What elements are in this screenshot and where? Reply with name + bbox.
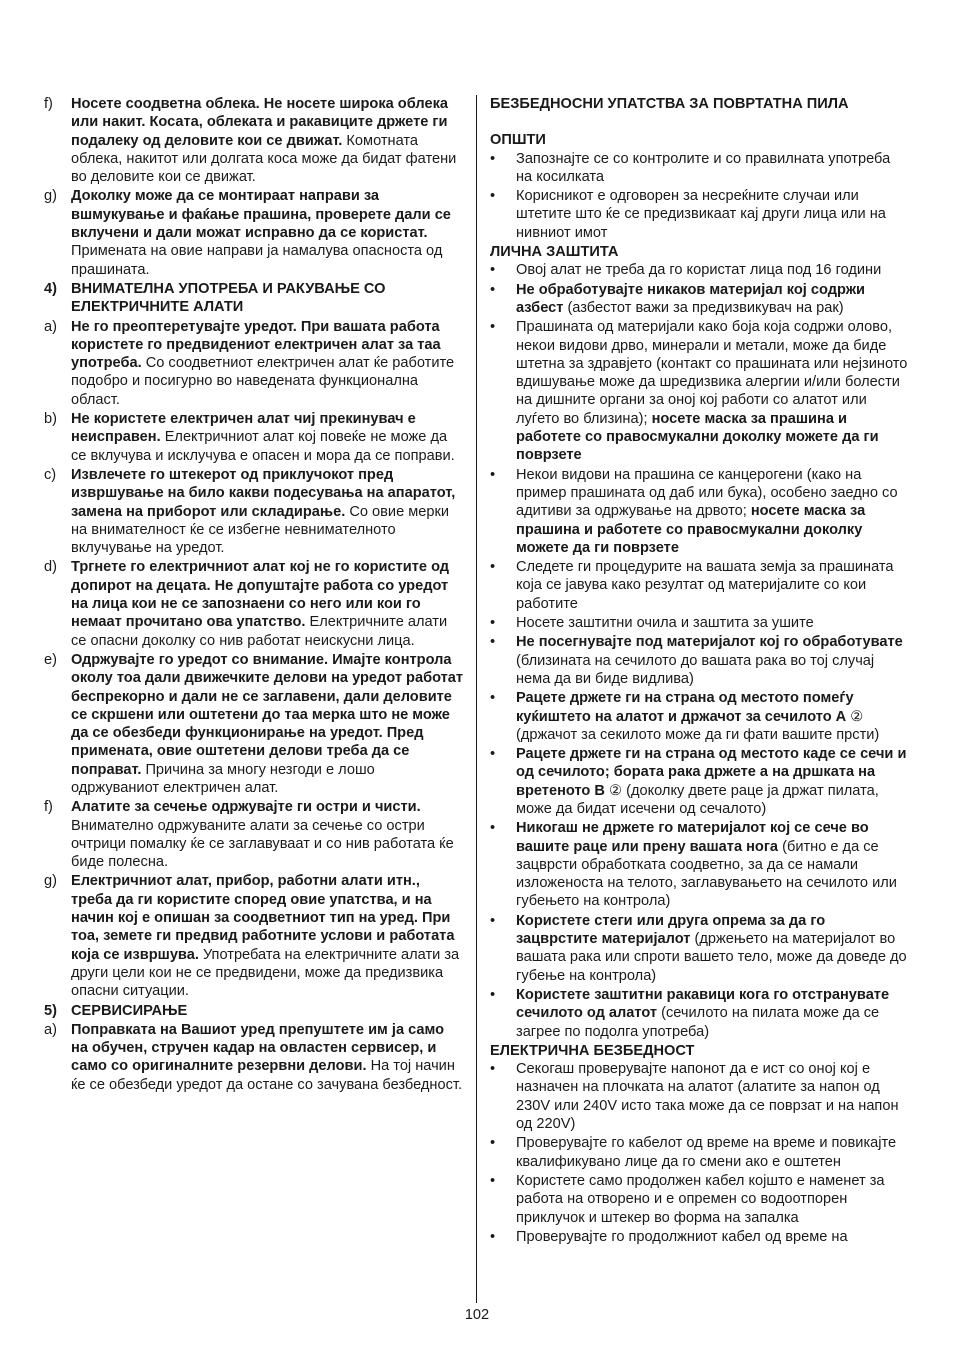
item-bold-text: Алатите за сечење одржувајте ги остри и чисти. (71, 799, 421, 816)
bullet-item (490, 986, 908, 1041)
item-marker: g) (44, 188, 57, 205)
item-text: Внимателно одржуваните алати за сечење со остри очтрици помалку ќе се заглавуваат и со нив работата ќе биде полесна. (71, 817, 454, 871)
bullet-text: (азбестот важи за предизвикувач на рак) (563, 299, 844, 316)
item-text: Со овие мерки на внимателност ќе се избегне невнимателното вклучување на уредот. (71, 503, 450, 557)
bullet-text: (држењето на материјалот во вашата рака или спроти вашето тело, може да доведе до губење на контрола) (516, 931, 907, 984)
item-text: Употребата на електричните алати за други цели кои не се предвидени, може да предизвика опасни ситуации. (71, 946, 460, 1000)
section-heading (44, 1002, 464, 1020)
bullet-icon: • (490, 466, 496, 483)
section-title: ВНИМАТЕЛНА УПОТРЕБА И РАКУВАЊЕ СО ЕЛЕКТРИЧНИТЕ АЛАТИ (71, 280, 386, 316)
bullet-text: ② (доколку двете раце ја држат пилата, може да бидат исечени од сечалото) (516, 782, 879, 817)
bullet-icon: • (490, 690, 496, 707)
bullet-icon: • (490, 634, 496, 651)
bullet-item (490, 745, 908, 818)
list-item (44, 187, 464, 278)
section-heading: ЕЛЕКТРИЧНА БЕЗБЕДНОСТ (490, 1042, 695, 1059)
item-bold-text: Тргнете го електричниот алат кој не го користите од допирот на децата. Не допуштајте работа со уредот на лица кои не се запознаени со него или кои го немаат прочитано ова упатство. (71, 559, 450, 631)
item-text: Причина за многу незгоди е лошо одржуваниот електричен алат. (71, 761, 375, 796)
bullet-text: ② (држачот за секилото може да ги фати вашите прсти) (516, 708, 880, 743)
item-text: Комотната облека, накитот или долгата коса може да бидат фатени во деловите кои се движат. (71, 132, 457, 186)
list-item (44, 798, 464, 871)
item-marker: f) (44, 96, 53, 112)
list-item (44, 651, 464, 797)
item-marker: c) (44, 466, 57, 483)
bullet-bold-text: Не обработувајте никаков материјал кој содржи азбест (516, 281, 866, 316)
bullet-item (490, 1060, 908, 1133)
bullet-item (490, 150, 908, 187)
bullet-item (490, 1172, 908, 1227)
bullet-bold-text: Користете стеги или друга опрема за да го зацврстите материјалот (516, 912, 826, 948)
list-item (44, 1021, 464, 1094)
bullet-item (490, 614, 908, 632)
bullet-text: Следете ги процедурите на вашата земја за прашината која се јавува како резултат од материјалите со кои работите (516, 559, 894, 612)
section-heading: ЛИЧНА ЗАШТИТА (490, 244, 619, 261)
item-text: На тој начин ќе се обезбеди уредот да остане со зачувана безбедност. (71, 1058, 463, 1093)
item-marker: a) (44, 318, 57, 335)
bullet-icon: • (490, 262, 496, 279)
bullet-bold-text: Рацете држете ги на страна од местото каде се сечи и од сечилото; бората рака држете а на дршката на вретеното B (516, 746, 907, 799)
item-bold-text: Одржувајте го уредот со внимание. Имајте контрола околу тоа дали движечките делови на уредот работат беспрекорно и дали не се заглавени, дали деловите се скршени или оштетени до таа мерка што не може да се обезбеди функционирање на уредот. Пред примената, овие оштетени делови треба да се поправат. (71, 651, 464, 778)
item-marker: e) (44, 651, 57, 668)
section-title: СЕРВИСИРАЊЕ (71, 1002, 188, 1019)
bullet-text: Користете само продолжен кабел којшто е наменет за работа на отворено и е опремен со водоотпорен приклучок и штекер во форма на запалка (516, 1172, 885, 1226)
bullet-item (490, 261, 908, 279)
bullet-icon: • (490, 1172, 496, 1189)
bullet-icon: • (490, 1228, 496, 1245)
bullet-icon: • (490, 150, 496, 167)
item-bold-text: Не го преоптеретувајте уредот. При вашата работа користете го предвидениот електричен алат за таа употреба. (71, 318, 441, 372)
bullet-icon: • (490, 986, 496, 1003)
bullet-text: Корисникот е одговорен за несреќните случаи или штетите што ќе се предизвикаат кај други лица или на нивниот имот (516, 188, 886, 241)
item-text: Електричниот алат кој повеќе не може да се вклучува и исклучува е опасен и мора да се поправи. (71, 429, 455, 464)
bullet-item (490, 187, 908, 242)
bullet-item (490, 1134, 908, 1171)
list-item (44, 410, 464, 465)
list-item (44, 95, 464, 186)
item-marker: a) (44, 1021, 57, 1038)
item-text: Примената на овие направи ја намалува опасноста од прашината. (71, 243, 443, 278)
bullet-bold-text: Рацете држете ги на страна од местото помеѓу куќиштето на алатот и држачот за сечилото A (516, 690, 854, 725)
bullet-icon: • (490, 746, 496, 763)
page-number: 102 (464, 1307, 490, 1323)
item-bold-text: Носете соодветна облека. Не носете широка облека или накит. Косата, облеката и ракавиците држете ги подалеку од деловите кои се движат. (71, 96, 448, 149)
bullet-text: (битно е да се зацврсти обработката соодветно, за да се намали изложеноста на телото, заглавувањето на сечилото или губењето на контрола) (516, 838, 897, 910)
bullet-bold-text: Користете заштитни ракавици кога го отстранувате сечилото од алатот (516, 986, 890, 1022)
bullet-text: Прашината од материјали како боја која содржи олово, некои видови дрво, минерали и метали, може да биде штетна за здравјето (контакт со прашината или нејзиното вдишување може да шредизвика алергии и/или болести на дишните органи за оној кој работи со алатот или луѓето во близина); (516, 319, 908, 427)
bullet-text: Секогаш проверувајте напонот да е ист со оној кој е назначен на плочката на алатот (алатите за напон од 230V или 240V исто така може да се поврзат и на напон од 220V) (516, 1061, 899, 1133)
right-column (490, 95, 908, 1247)
bullet-text: Проверувајте го кабелот од време на време и повикајте квалификувано лице да го смени ако е оштетен (516, 1135, 897, 1170)
item-bold-text: Извлечете го штекерот од приклучокот пред извршување на било какви подесувања на апаратот, замена на приборот или складирање. (71, 466, 456, 520)
item-marker: g) (44, 873, 57, 890)
list-item (44, 318, 464, 409)
bullet-item (490, 1228, 908, 1246)
page-title: БЕЗБЕДНОСНИ УПАТСТВА ЗА ПОВРТАТНА ПИЛА (490, 96, 849, 112)
bullet-text: Запознајте се со контролите и со правилната употреба на косилката (516, 150, 891, 185)
bullet-icon: • (490, 615, 496, 632)
bullet-bold-text: Никогаш не држете го материјалот кој се сече во вашите раце или прену вашата нога (516, 820, 869, 855)
bullet-icon: • (490, 820, 496, 837)
bullet-item (490, 689, 908, 744)
bullet-item (490, 633, 908, 688)
bullet-icon: • (490, 319, 496, 336)
section-number: 4) (44, 280, 57, 297)
bullet-text: (близината на сечилото до вашата рака во тој случај нема да ви биде видлива) (516, 652, 875, 687)
item-text: Електричните алати се опасни доколку со нив работат неискусни лица. (71, 614, 448, 649)
item-bold-text: Електричниот алат, прибор, работни алати итн., треба да ги користите според овие упатства, и на начин кој е опишан за соодветниот тип на уред. При тоа, земете ги предвид работните услови и работата која се извршува. (71, 873, 455, 963)
section-heading (44, 280, 464, 317)
bullet-item (490, 281, 908, 318)
bullet-icon: • (490, 188, 496, 205)
item-bold-text: Доколку може да се монтираат направи за вшмукување и фаќање прашина, проверете дали се вклучени и дали можат исправно да се користат. (71, 188, 451, 242)
item-bold-text: Поправката на Вашиот уред препуштете им ја само на обучен, стручен кадар на овластен сервисер, и само со оригиналните резервни делови. (71, 1021, 445, 1075)
bullet-bold-text: Не посегнувајте под материјалот кој го обработувате (516, 634, 903, 651)
bullet-item (490, 912, 908, 985)
bullet-text: (сечилото на пилата може да се загрее по подолга употреба) (516, 1005, 880, 1040)
bullet-icon: • (490, 559, 496, 576)
bullet-bold-text: носете маска за прашина и работете со правосмукални доколку можете да ги поврзете (516, 410, 879, 464)
item-text: Со соодветниот електричен алат ќе работите подобро и посигурно во наведената функционална област. (71, 355, 455, 408)
bullet-icon: • (490, 912, 496, 929)
list-item (44, 466, 464, 557)
section-heading: ОПШТИ (490, 132, 546, 149)
item-marker: b) (44, 411, 57, 428)
column-divider (476, 95, 477, 1303)
bullet-item (490, 819, 908, 910)
bullet-item (490, 466, 908, 557)
bullet-item (490, 318, 908, 464)
item-marker: f) (44, 799, 53, 816)
bullet-text: Носете заштитни очила и заштита за ушите (516, 615, 814, 632)
left-column (44, 95, 464, 1095)
list-item (44, 558, 464, 649)
bullet-icon: • (490, 281, 496, 298)
bullet-bold-text: носете маска за прашина и работете со правосмукални доколку можете да ги поврзете (516, 503, 866, 556)
bullet-icon: • (490, 1061, 496, 1078)
bullet-text: Некои видови на прашина се канцерогени (како на пример прашината од даб или бука), особено заедно со адитиви за одржување на дрвото; (516, 466, 898, 520)
bullet-text: Проверувајте го продолжниот кабел од време на (516, 1228, 848, 1245)
section-number: 5) (44, 1002, 57, 1019)
list-item (44, 872, 464, 1000)
bullet-item (490, 558, 908, 613)
item-marker: d) (44, 559, 57, 576)
item-bold-text: Не користете електричен алат чиј прекинувач е неисправен. (71, 411, 416, 446)
bullet-icon: • (490, 1135, 496, 1152)
bullet-text: Овој алат не треба да го користат лица под 16 години (516, 262, 882, 279)
